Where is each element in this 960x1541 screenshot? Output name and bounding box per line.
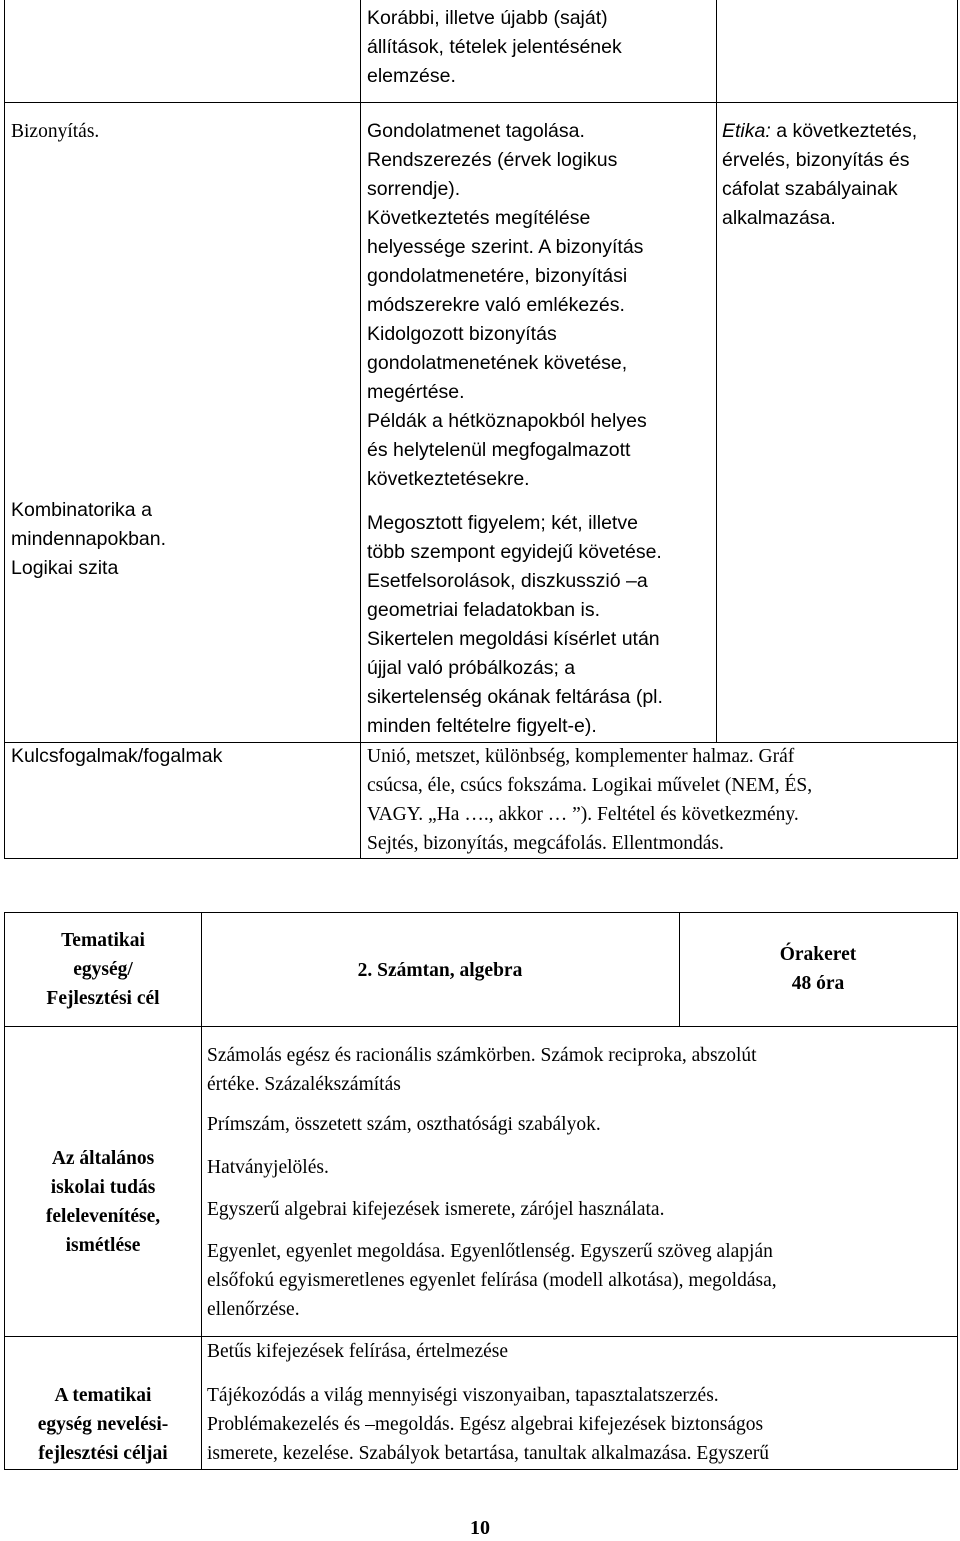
text-line: állítások, tételek jelentésének	[367, 36, 622, 58]
text-line: Megosztott figyelem; két, illetve	[367, 512, 638, 534]
row2-col2-text	[367, 509, 663, 741]
text-line: több szempont egyidejű követése.	[367, 541, 662, 563]
header-label	[5, 926, 201, 1013]
text-line: egység/	[73, 959, 133, 980]
review-item	[207, 1337, 508, 1366]
text-line: következtetésekre.	[367, 468, 530, 490]
review-item	[207, 1110, 601, 1139]
text-line: Sikertelen megoldási kísérlet után	[367, 628, 660, 650]
review-item	[207, 1041, 757, 1099]
text-line: egység nevelési-	[37, 1414, 169, 1435]
text-line: 48 óra	[791, 973, 845, 994]
text-line: Rendszerezés (érvek logikus	[367, 149, 618, 171]
text-line: és helytelenül megfogalmazott	[367, 439, 631, 461]
review-item	[207, 1153, 329, 1182]
text-line: Az általános	[51, 1148, 155, 1169]
column-divider	[716, 0, 717, 742]
text-line: Prímszám, összetett szám, oszthatósági szabályok.	[207, 1114, 601, 1135]
row3-col1-text: Kulcsfogalmak/fogalmak	[11, 745, 223, 767]
text-line: Egyszerű algebrai kifejezések ismerete, zárójel használata.	[207, 1199, 665, 1220]
text-line: Sejtés, bizonyítás, megcáfolás. Ellentmondás.	[367, 833, 724, 854]
row1-col1-text: Bizonyítás.	[11, 121, 100, 142]
text-fragment: a következtetés,	[770, 120, 918, 142]
text-line: fejlesztési céljai	[38, 1443, 168, 1464]
text-line: ellenőrzése.	[207, 1299, 300, 1320]
text-line: Betűs kifejezések felírása, értelmezése	[207, 1341, 509, 1362]
page-number: 10	[470, 1517, 490, 1539]
text-line: megértése.	[367, 381, 465, 403]
goals-label	[5, 1381, 201, 1468]
text-line: Korábbi, illetve újabb (saját)	[367, 7, 608, 29]
text-line: érvelés, bizonyítás és	[722, 149, 910, 171]
text-line: Fejlesztési cél	[46, 988, 160, 1009]
text-line: Órakeret	[779, 944, 857, 965]
text-line: Kidolgozott bizonyítás	[367, 323, 557, 345]
text-line: Számolás egész és racionális számkörben. Számok reciproka, abszolút	[207, 1045, 757, 1066]
top-table	[4, 0, 958, 859]
text-line: Hatványjelölés.	[207, 1157, 329, 1178]
text-line: újjal való próbálkozás; a	[367, 657, 576, 679]
text-line: Logikai szita	[11, 557, 119, 579]
unit-title: 2. Számtan, algebra	[357, 960, 523, 981]
text-line: VAGY. „Ha …., akkor … ”). Feltétel és következmény.	[367, 804, 799, 825]
text-line: Kombinatorika a	[11, 499, 152, 521]
row-divider	[5, 102, 957, 103]
text-line: helyessége szerint. A bizonyítás	[367, 236, 644, 258]
text-line: ismerete, kezelése. Szabályok betartása, tanultak alkalmazása. Egyszerű	[207, 1443, 769, 1464]
text-line: mindennapokban.	[11, 528, 167, 550]
text-line: ismétlése	[65, 1235, 141, 1256]
text-line: minden feltételre figyelt-e).	[367, 715, 597, 737]
review-item	[207, 1195, 664, 1224]
column-divider	[360, 0, 361, 858]
goals-text	[207, 1381, 769, 1468]
text-line: Tematikai	[61, 930, 145, 951]
text-line: Példák a hétköznapokból helyes	[367, 410, 647, 432]
text-line: alkalmazása.	[722, 207, 836, 229]
text-line: A tematikai	[54, 1385, 152, 1406]
review-label	[5, 1144, 201, 1260]
text-line: geometriai feladatokban is.	[367, 599, 601, 621]
row1-col2-text	[367, 117, 647, 494]
row-divider	[5, 1026, 957, 1027]
review-item	[207, 1237, 777, 1324]
text-line: Esetfelsorolások, diszkusszió –a	[367, 570, 648, 592]
text-line: Következtetés megítélése	[367, 207, 591, 229]
text-line: módszerekre való emlékezés.	[367, 294, 625, 316]
text-line: elemzése.	[367, 65, 456, 87]
text-line: Gondolatmenet tagolása.	[367, 120, 585, 142]
row1-col3-text	[722, 117, 917, 233]
text-line: sorrendje).	[367, 178, 461, 200]
row0-col2-text	[367, 4, 622, 91]
text-line: Egyenlet, egyenlet megoldása. Egyenlőtlenség. Egyszerű szöveg alapján	[207, 1241, 773, 1262]
row2-col1-text	[11, 496, 166, 583]
hours-box	[679, 940, 957, 998]
text-line: gondolatmenetére, bizonyítási	[367, 265, 628, 287]
text-line: Unió, metszet, különbség, komplementer halmaz. Gráf	[367, 746, 795, 767]
row3-col2-text	[367, 742, 812, 858]
text-line: sikertelenség okának feltárása (pl.	[367, 686, 663, 708]
text-line: értéke. Százalékszámítás	[207, 1074, 401, 1095]
text-line: cáfolat szabályainak	[722, 178, 898, 200]
text-line: iskolai tudás	[50, 1177, 156, 1198]
text-line: Problémakezelés és –megoldás. Egész algebrai kifejezések biztonságos	[207, 1414, 764, 1435]
etika-label: Etika:	[722, 120, 771, 142]
second-table	[4, 912, 958, 1470]
text-line: gondolatmenetének követése,	[367, 352, 628, 374]
text-line: csúcsa, éle, csúcs fokszáma. Logikai művelet (NEM, ÉS,	[367, 775, 813, 796]
text-line: elsőfokú egyismeretlenes egyenlet felírása (modell alkotása), megoldása,	[207, 1270, 777, 1291]
column-divider	[201, 913, 202, 1469]
text-line: felelevenítése,	[45, 1206, 161, 1227]
text-line: Tájékozódás a világ mennyiségi viszonyaiban, tapasztalatszerzés.	[207, 1385, 719, 1406]
